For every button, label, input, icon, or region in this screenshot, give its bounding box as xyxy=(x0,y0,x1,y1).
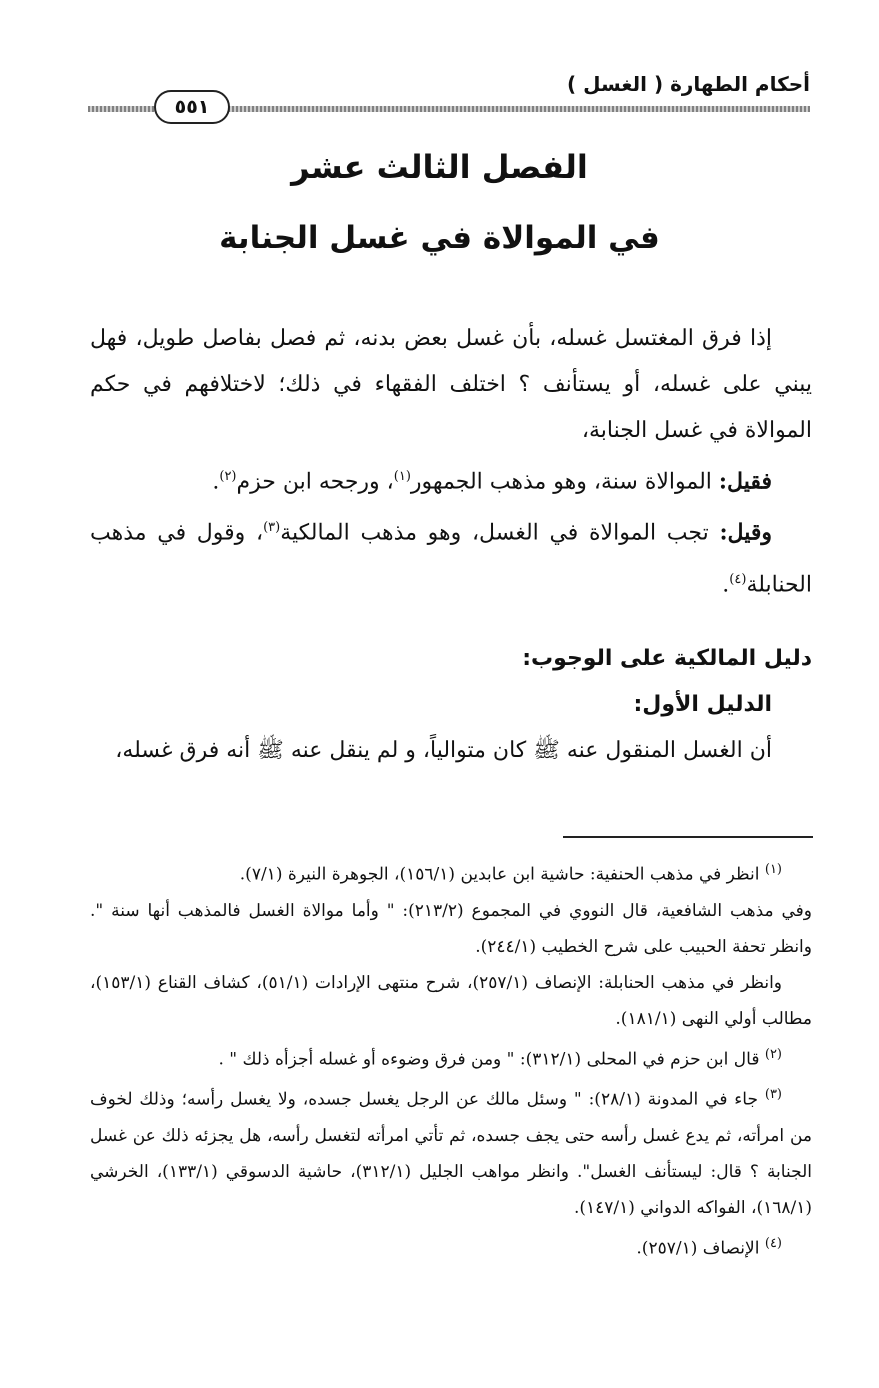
footnote-1 xyxy=(90,852,812,893)
chapter-title: الفصل الثالث عشر xyxy=(291,148,588,186)
opinion-one xyxy=(90,454,812,505)
footnote-ref[interactable]: (٢) xyxy=(219,469,237,484)
section-heading: دليل المالكية على الوجوب: xyxy=(522,645,812,671)
opinion-one-label: فقيل: xyxy=(718,468,772,495)
footnote-separator xyxy=(563,836,813,838)
opinion-two-text-b: ، وقول في مذهب الحنابلة xyxy=(90,520,812,597)
footnote-4 xyxy=(90,1226,812,1267)
opinion-two-text-a: تجب الموالاة في الغسل، وهو مذهب المالكية xyxy=(280,520,720,546)
footnote-ref[interactable]: (٣) xyxy=(263,520,281,536)
footnote-3 xyxy=(90,1077,812,1226)
chapter-subtitle: في الموالاة في غسل الجنابة xyxy=(219,220,660,256)
footnote-number: (٤) xyxy=(764,1235,782,1251)
period: . xyxy=(722,571,730,597)
footnote-text: الإنصاف (٢٥٧/١). xyxy=(636,1238,765,1259)
subsection-heading: الدليل الأول: xyxy=(633,691,772,717)
page-number-badge: ٥٥١ xyxy=(154,90,230,124)
opinion-two-label: وقيل: xyxy=(719,519,772,546)
footnote-text: انظر في مذهب الحنفية: حاشية ابن عابدين (١٥٦/١)، الجوهرة النيرة (٧/١). xyxy=(239,864,765,885)
evidence-paragraph: أن الغسل المنقول عنه ﷺ كان متوالياً، و لم ينقل عنه ﷺ أنه فرق غسله، xyxy=(115,737,772,763)
period: . xyxy=(212,469,220,495)
footnote-number: (٢) xyxy=(764,1046,782,1062)
opinion-two xyxy=(90,505,812,608)
footnote-1-cont: وفي مذهب الشافعية، قال النووي في المجموع (٢١٣/٢): " وأما موالاة الغسل فالمذهب أنها سنة ". وانظر تحفة الحبيب على شرح الخطيب (٢٤٤/١). xyxy=(90,900,812,957)
opinion-one-text-a: الموالاة سنة، وهو مذهب الجمهور xyxy=(410,469,719,495)
footnote-ref[interactable]: (١) xyxy=(393,469,411,484)
footnote-text: قال ابن حزم في المحلى (٣١٢/١): " ومن فرق وضوءه أو غسله أجزأه ذلك " . xyxy=(218,1049,765,1070)
intro-paragraph: إذا فرق المغتسل غسله، بأن غسل بعض بدنه، ثم فصل بفاصل طويل، فهل يبني على غسله، أو يستأنف ؟ اختلف الفقهاء في ذلك؛ لاختلافهم في حكم الموالاة في غسل الجنابة، xyxy=(90,326,812,443)
footnote-ref[interactable]: (٤) xyxy=(729,571,747,587)
footnote-number: (٣) xyxy=(764,1087,782,1103)
spacer xyxy=(90,608,812,636)
page-header xyxy=(88,62,810,128)
opinion-one-text-b: ، ورجحه ابن حزم xyxy=(236,469,394,495)
footnotes xyxy=(90,852,812,1267)
footnote-text: جاء في المدونة (٢٨/١): " وسئل مالك عن الرجل يغسل جسده، ولا يغسل رأسه؛ وذلك لخوف من امرأته، ثم يدع غسل رأسه حتى يجف جسده، ثم تأتي امرأته لتغسل رأسه، هل يجزئه ذلك عن غسل الجنابة ؟ قال: ليستأنف الغسل". وانظر مواهب الجليل (٣١٢/١)، حاشية الدسوقي (١٣٣/١)، الخرشي (١٦٨/١)، الفواكه الدواني (١٤٧/١). xyxy=(90,1089,812,1218)
footnote-1-cont: وانظر في مذهب الحنابلة: الإنصاف (٢٥٧/١)، شرح منتهى الإرادات (٥١/١)، كشاف القناع (١٥٣/١)، مطالب أولي النهى (١٨١/١). xyxy=(90,972,812,1029)
footnote-number: (١) xyxy=(764,862,782,877)
main-text xyxy=(90,316,812,774)
footnote-2 xyxy=(90,1037,812,1078)
running-title: أحكام الطهارة ( الغسل ) xyxy=(567,72,810,96)
